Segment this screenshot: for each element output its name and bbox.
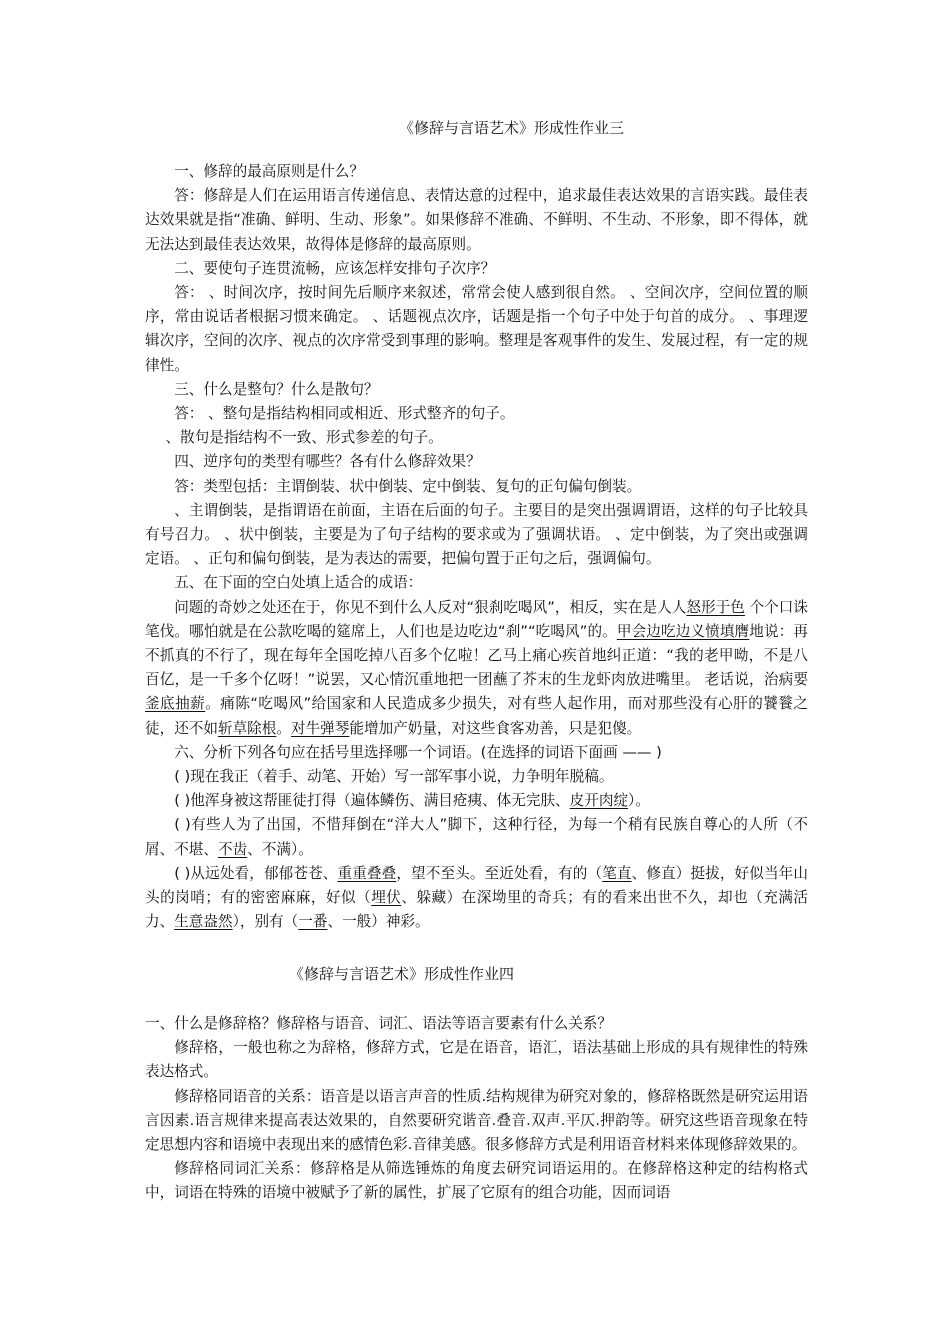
answer-underline: 怒形于色 [686,598,745,616]
sentence-text: ，望不至头。至近处看，有的（ [396,864,603,882]
assignment-4-qa [145,1012,808,1206]
sentence-text: ( )从远处看，郁郁苍苍、 [174,864,338,882]
answer-underline: 笔直 [602,864,632,882]
answer-underline: 斩草除根 [217,719,277,737]
paragraph: 五、在下面的空白处填上适合的成语： [174,574,423,592]
sentence-3 [145,813,808,861]
answer-underline: 埋伏 [371,889,402,907]
paragraph: 三、什么是整句？什么是散句？ [174,380,379,398]
sentence-text: ）。 [628,792,650,810]
answer-underline: 甲会边吃边义愤填膺 [616,622,750,640]
paragraph: 一、什么是修辞格？修辞格与语音、词汇、语法等语言要素有什么关系？ [145,1015,613,1032]
answer-underline: 皮开肉绽 [569,792,629,810]
sentence-text: ），别有（ [232,913,299,931]
assignment-3-qa [145,160,808,596]
assignment-4-title: 《修辞与言语艺术》形成性作业四 [288,965,514,983]
paragraph: 修辞格同词汇关系：修辞格是从筛选锤炼的角度去研究词语运用的。在修辞格这种定的结构格式中，词语在特殊的语境中被赋予了新的属性，扩展了它原有的组合功能，因而词语 [145,1160,808,1202]
paragraph: 四、逆序句的类型有哪些？各有什么修辞效果？ [174,453,481,471]
answer-underline: 重重叠叠 [337,864,397,882]
answer-underline: 对牛弹琴 [290,719,350,737]
sentence-text: 、修直）挺拔，好似当年山头的岗哨；有的密密麻麻，好似（ [145,864,808,907]
sentence-text: 、一般）神彩。 [327,913,430,931]
sentence-text: 、躲藏）在深坳里的奇兵；有的看来出世不久，却也（充满活力、 [145,889,808,931]
passage-text: 地说：再不抓真的不行了，现在每年全国吃掉八百多个亿啦！乙马上痛心疾首地纠正道：“我的老甲呦，不是八百亿，是一千多个亿呀！”说罢，又心情沉重地把一团蘸了芥末的生龙虾肉放进嘴里。 老话说，治病要 [145,622,808,689]
paragraph: 答： 、整句是指结构相同或相近、形式整齐的句子。 [174,405,515,423]
passage-text: 。 [276,719,291,737]
assignment-3-title: 《修辞与言语艺术》形成性作业三 [398,119,624,137]
sentence-4 [145,862,808,935]
answer-underline: 一番 [298,913,328,931]
answer-underline: 釜底抽薪 [145,695,206,713]
paragraph: 、主谓倒装，是指谓语在前面，主语在后面的句子。主要目的是突出强调谓语，这样的句子比较具有号召力。 、状中倒装，主要是为了句子结构的要求或为了强调状语。 、定中倒装，为了突出或强调定语。 、正句和偏句倒装，是为表达的需要，把偏句置于正句之后，强调偏句。 [145,501,808,568]
paragraph: 二、要使句子连贯流畅，应该怎样安排句子次序？ [174,259,496,277]
answer-underline: 生意盎然 [174,913,233,931]
passage-text: 个个口诛笔伐。哪怕就是在公款吃喝的筵席上，人们也是边吃边“刹”“吃喝风”的。 [145,598,809,640]
sentence-text: ( )他浑身被这帮匪徒打得（遍体鳞伤、满目疮痍、体无完肤、 [174,792,570,810]
passage-text: 问题的奇妙之处还在于，你见不到什么人反对“狠刹吃喝风”，相反，实在是人人 [174,598,687,616]
passage-text: 能增加产奶量，对这些食客劝善，只是犯傻。 [349,719,642,737]
sentence-2 [145,789,808,813]
paragraph: 答：修辞是人们在运用语言传递信息、表情达意的过程中，追求最佳表达效果的言语实践。最佳表达效果就是指“准确、鲜明、生动、形象”。如果修辞不准确、不鲜明、不生动、不形象，即不得体，就无法达到最佳表达效果，故得体是修辞的最高原则。 [145,187,808,253]
sentence-1: ( )现在我正（着手、动笔、开始）写一部军事小说，力争明年脱稿。 [174,768,614,786]
sentence-text: 、不满）。 [247,840,313,858]
assignment-3-body [145,160,808,935]
assignment-4-body [145,1012,808,1206]
paragraph: 、散句是指结构不一致、形式参差的句子。 [165,429,443,447]
passage-text: 。痛陈“吃喝风”给国家和人民造成多少损失，对有些人起作用，而对那些没有心肝的饕餮之徒，还不如 [145,695,808,737]
paragraph: 答： 、时间次序，按时间先后顺序来叙述，常常会使人感到很自然。 、空间次序，空间位置的顺序，常由说话者根据习惯来确定。 、话题视点次序，话题是指一个句子中处于句首的成分。 、事理逻辑次序，空间的次序、视点的次序常受到事理的影响。整理是客观事件的发生、发展过程，有一定的规律性。 [145,284,808,374]
paragraph: 修辞格，一般也称之为辞格，修辞方式，它是在语音，语汇，语法基础上形成的具有规律性的特殊表达格式。 [145,1039,808,1081]
paragraph: 答：类型包括：主谓倒装、状中倒装、定中倒装、复句的正句偏句倒装。 [174,477,642,495]
idiom-passage [145,596,808,741]
sentence-text: ( )有些人为了出国，不惜拜倒在“洋大人”脚下，这种行径，为每一个稍有民族自尊心的人所（不屑、不堪、 [145,816,808,858]
paragraph: 一、修辞的最高原则是什么？ [174,163,364,180]
question-6: 六、分析下列各句应在括号里选择哪一个词语。(在选择的词语下面画 —— ) [174,743,662,761]
answer-underline: 不齿 [217,840,248,858]
paragraph: 修辞格同语音的关系：语音是以语言声音的性质.结构规律为研究对象的，修辞格既然是研究运用语言因素.语言规律来提高表达效果的，自然要研究谐音.叠音.双声.平仄.押韵等。研究这些语音现象在特定思想内容和语境中表现出来的感情色彩.音律美感。很多修辞方式是利用语音材料来体现修辞效果的。 [145,1087,808,1154]
